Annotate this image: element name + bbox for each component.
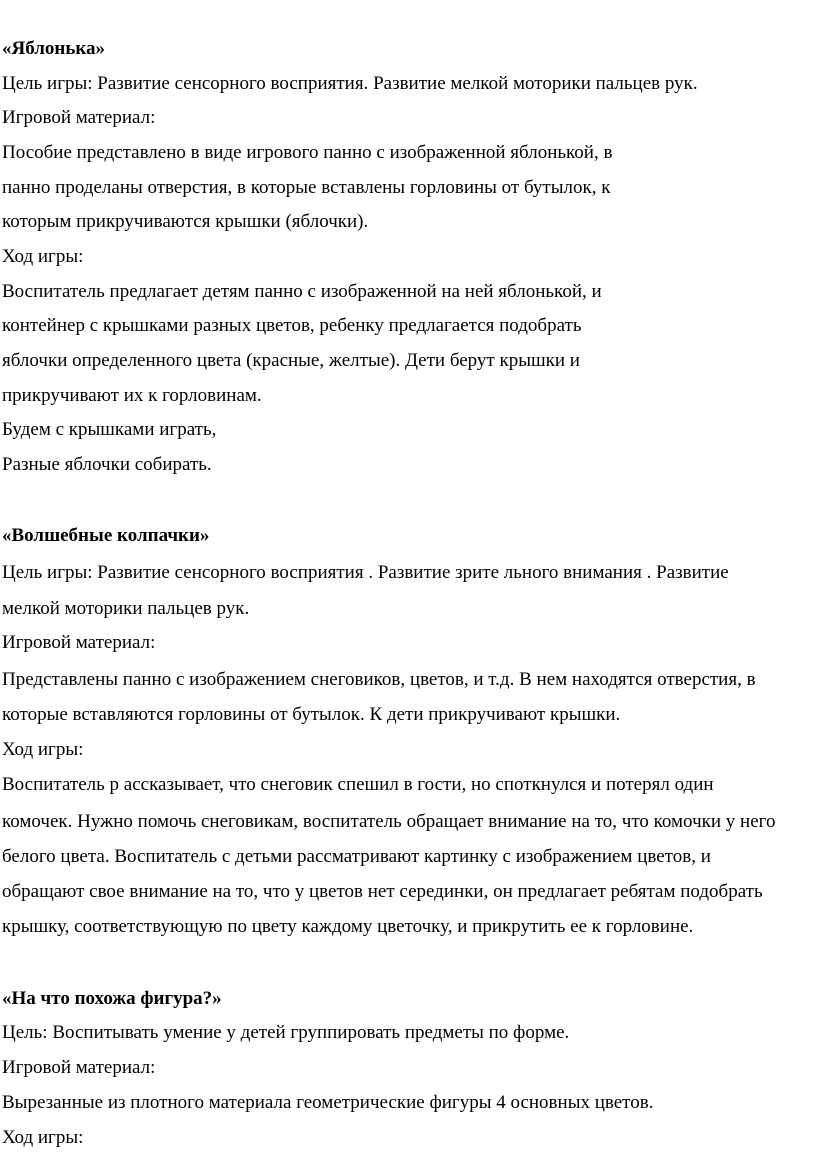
text-line: Воспитатель р ассказывает, что снеговик спешил в гости, но споткнулся и потерял один <box>2 774 714 795</box>
text-line: яблочки определенного цвета (красные, желтые). Дети берут крышки и <box>2 350 580 371</box>
course-heading: Ход игры: <box>2 246 84 267</box>
material-heading: Игровой материал: <box>2 632 156 653</box>
text-line: Будем с крышками играть, <box>2 419 217 440</box>
course-heading: Ход игры: <box>2 739 84 760</box>
material-heading: Игровой материал: <box>2 1057 156 1078</box>
game-title: «Волшебные колпачки» <box>2 525 210 546</box>
text-line: которым прикручиваются крышки (яблочки). <box>2 211 369 232</box>
text-line: крышку, соответствующую по цвету каждому цветочку, и прикрутить ее к горловине. <box>2 916 694 937</box>
text-line: Разные яблочки собирать. <box>2 454 212 475</box>
text-line: белого цвета. Воспитатель с детьми рассматривают картинку с изображением цветов, и <box>2 846 711 867</box>
text-line: контейнер с крышками разных цветов, ребенку предлагается подобрать <box>2 315 582 336</box>
game-title: «На что похожа фигура?» <box>2 988 222 1009</box>
goal-line: Цель: Воспитывать умение у детей группировать предметы по форме. <box>2 1022 570 1043</box>
course-heading: Ход игры: <box>2 1127 84 1148</box>
text-line: Пособие представлено в виде игрового панно с изображенной яблонькой, в <box>2 142 613 163</box>
material-heading: Игровой материал: <box>2 107 156 128</box>
text-line: Представлены панно с изображением снеговиков, цветов, и т.д. В нем находятся отверстия, в <box>2 669 756 690</box>
text-line: мелкой моторики пальцев рук. <box>2 598 250 619</box>
text-line: обращают свое внимание на то, что у цветов нет серединки, он предлагает ребятам подобрать <box>2 881 763 902</box>
goal-line: Цель игры: Развитие сенсорного восприятия. Развитие мелкой моторики пальцев рук. <box>2 73 698 94</box>
text-line: Вырезанные из плотного материала геометрические фигуры 4 основных цветов. <box>2 1092 654 1113</box>
goal-line: Цель игры: Развитие сенсорного восприятия . Развитие зрите льного внимания . Развитие <box>2 562 729 583</box>
text-line: Воспитатель предлагает детям панно с изображенной на ней яблонькой, и <box>2 281 602 302</box>
text-line: панно проделаны отверстия, в которые вставлены горловины от бутылок, к <box>2 177 611 198</box>
text-line: комочек. Нужно помочь снеговикам, воспитатель обращает внимание на то, что комочки у него <box>2 811 776 832</box>
text-line: прикручивают их к горловинам. <box>2 385 262 406</box>
game-title: «Яблонька» <box>2 38 106 59</box>
text-line: которые вставляются горловины от бутылок. К дети прикручивают крышки. <box>2 704 621 725</box>
